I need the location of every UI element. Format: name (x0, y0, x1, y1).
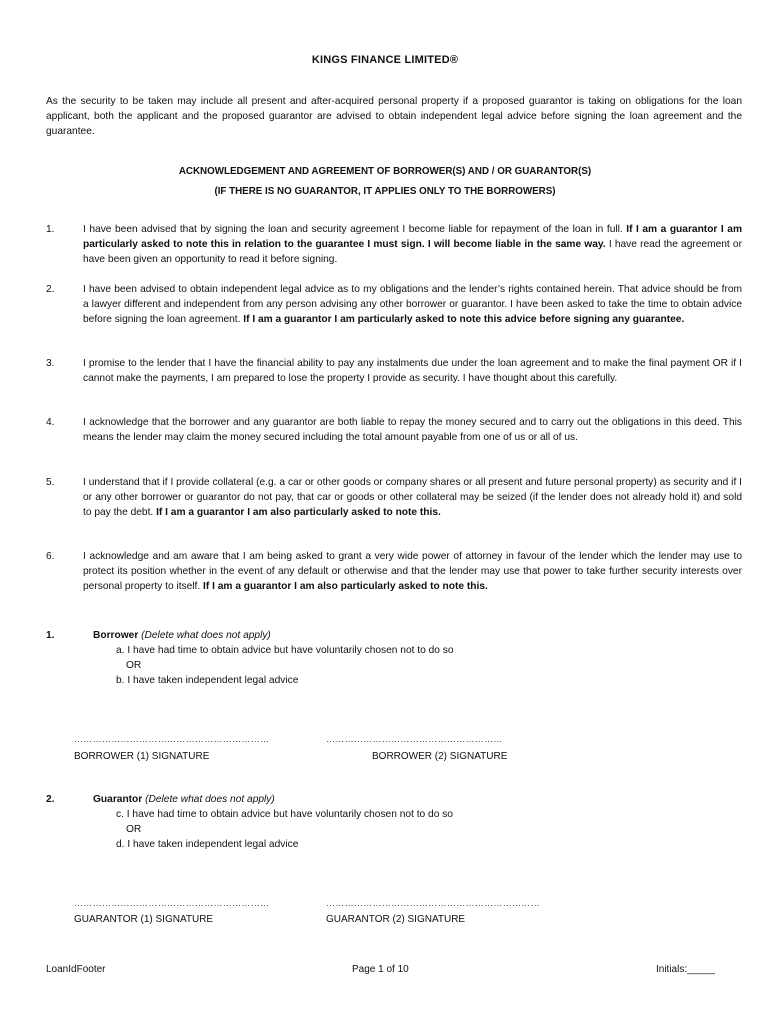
clause-text: I acknowledge that the borrower and any guarantor are both liable to repay the money secured and to carry out the obligations in this deed. This means the lender may claim the money secured including the total amount payable from one of us or all of us. (83, 417, 742, 443)
clause-bold-text: If I am a guarantor I am particularly asked to note this advice before signing any guarantee. (243, 314, 685, 325)
clause-number: 1. (46, 224, 55, 235)
guarantor-1-signature-label: GUARANTOR (1) SIGNATURE (74, 914, 214, 925)
option-b: b. I have taken independent legal advice (116, 675, 299, 686)
clause-number: 2. (46, 284, 55, 295)
declaration-number: 1. (46, 630, 55, 641)
clause-5 (46, 475, 742, 520)
guarantor-label: Guarantor (93, 794, 143, 805)
clause-text: I promise to the lender that I have the financial ability to pay any instalments due under the loan agreement and to make the final payment OR if I cannot make the payments, I am prepared to lose the property I provide as security. I have thought about this carefully. (83, 358, 742, 384)
acknowledgement-subheading: (IF THERE IS NO GUARANTOR, IT APPLIES ONLY TO THE BORROWERS) (214, 186, 556, 197)
clause-text-after: I have read the agreement or have been given an opportunity to read it before signing. (83, 239, 742, 265)
footer-loan-id: LoanIdFooter (46, 964, 106, 975)
clause-bold-text: If I am a guarantor I am particularly asked to note this in relation to the guarantee I must sign. I will become liable in the same way. (83, 224, 743, 250)
acknowledgement-heading: ACKNOWLEDGEMENT AND AGREEMENT OF BORROWER(S) AND / OR GUARANTOR(S) (178, 166, 592, 177)
delete-note: (Delete what does not apply) (141, 630, 271, 641)
document-title: KINGS FINANCE LIMITED® (311, 54, 459, 66)
borrower-1-signature-label: BORROWER (1) SIGNATURE (74, 751, 210, 762)
clause-number: 3. (46, 358, 55, 369)
guarantor-1-signature-line[interactable]: ……………………………………………………… (74, 898, 270, 908)
clause-bold-text: If I am a guarantor I am also particularly asked to note this. (156, 507, 441, 518)
guarantor-declaration (46, 792, 646, 852)
borrower-2-signature-label: BORROWER (2) SIGNATURE (372, 751, 508, 762)
declaration-number: 2. (46, 794, 55, 805)
option-a: a. I have had time to obtain advice but have voluntarily chosen not to do so (116, 645, 454, 656)
clause-text: I have been advised that by signing the loan and security agreement I become liable for repayment of the loan in full. (83, 224, 627, 235)
clause-number: 6. (46, 551, 55, 562)
clause-2 (46, 282, 742, 327)
borrower-declaration (46, 628, 646, 688)
clause-6 (46, 549, 742, 594)
clause-text: I understand that if I provide collateral (e.g. a car or other goods or company shares or all present and future personal property) as security and if I or any other borrower or guarantor do not pay, that car or goods or other collateral may be seized (if the lender does not already hold it) and sold to pay the debt. (83, 477, 742, 518)
delete-note: (Delete what does not apply) (145, 794, 275, 805)
borrower-1-signature-line[interactable]: ……………………………………………………… (74, 734, 270, 744)
intro-paragraph: As the security to be taken may include all present and after-acquired personal property if a proposed guarantor is taking on obligations for the loan applicant, both the applicant and the proposed guarantor are advised to obtain independent legal advice before signing the loan agreement and the guarantee. (46, 96, 742, 137)
option-c: c. I have had time to obtain advice but have voluntarily chosen not to do so (116, 809, 453, 820)
clause-number: 5. (46, 477, 55, 488)
or-separator: OR (126, 660, 142, 671)
clause-bold-text: If I am a guarantor I am also particularly asked to note this. (203, 581, 488, 592)
borrower-label: Borrower (93, 630, 139, 641)
clause-3 (46, 356, 742, 386)
guarantor-2-signature-line[interactable]: …………………………………………………………… (326, 898, 540, 908)
guarantor-2-signature-label: GUARANTOR (2) SIGNATURE (326, 914, 466, 925)
clause-4 (46, 415, 742, 445)
clause-text: I have been advised to obtain independent legal advice as to my obligations and the lender’s rights contained herein. That advice should be from a lawyer different and independent from any person advising any other borrower or guarantor. I have been asked to take the time to obtain advice before signing the loan agreement. (83, 284, 742, 325)
clause-text: I acknowledge and am aware that I am being asked to grant a very wide power of attorney in favour of the lender which the lender may use to protect its position whether in the event of any default or otherwise and that the lender may use that power to take further security interests over personal property to itself. (83, 551, 742, 592)
clause-1 (46, 222, 742, 267)
clause-number: 4. (46, 417, 55, 428)
borrower-2-signature-line[interactable]: ………………………………………………… (326, 734, 503, 744)
option-d: d. I have taken independent legal advice (116, 839, 299, 850)
footer-initials[interactable]: Initials:_____ (656, 964, 715, 975)
footer-page-number: Page 1 of 10 (352, 964, 409, 975)
or-separator: OR (126, 824, 142, 835)
